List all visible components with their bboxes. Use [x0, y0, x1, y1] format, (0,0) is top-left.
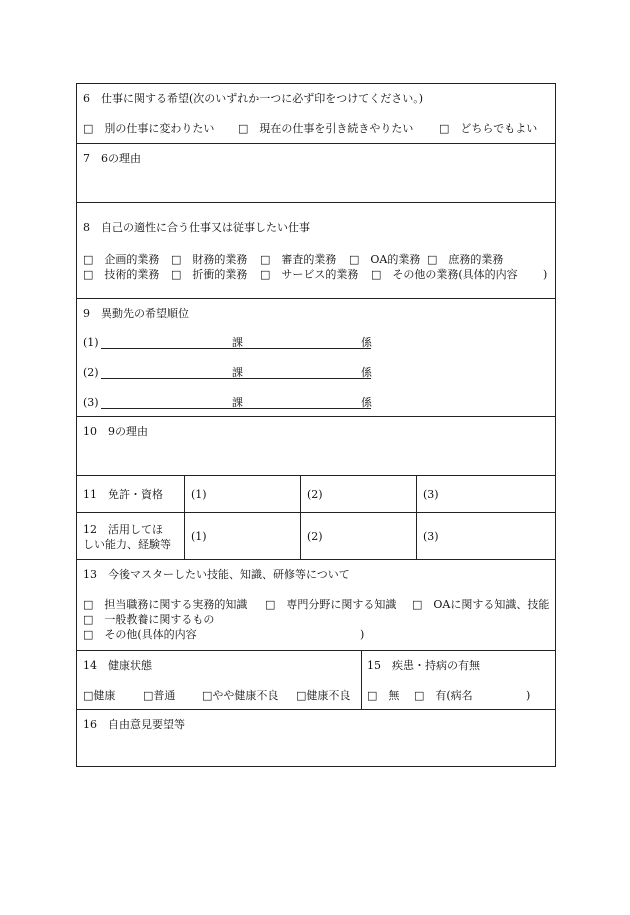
option-change-job[interactable]: □ 別の仕事に変わりたい [83, 122, 215, 135]
option-unhealthy[interactable]: □健康不良 [296, 689, 351, 702]
section-8 [77, 202, 555, 298]
option-negotiation[interactable]: □ 折衝的業務 [171, 268, 248, 281]
option-service[interactable]: □ サービス的業務 [260, 268, 359, 281]
section-12-label-line1: 12 活用してほ [83, 523, 163, 536]
section-16-title: 16 自由意見要望等 [83, 718, 185, 731]
other-work-close: ) [543, 268, 548, 281]
option-general-education[interactable]: □ 一般教養に関するもの [83, 613, 215, 626]
section-9-title: 9 異動先の希望順位 [83, 307, 189, 320]
license-1[interactable]: (1) [191, 488, 207, 501]
section-13-title: 13 今後マスターしたい技能、知識、研修等について [83, 568, 350, 581]
section-14-title: 14 健康状態 [83, 659, 152, 672]
option-planning[interactable]: □ 企画的業務 [83, 253, 160, 266]
rank-1-number: (1) [83, 336, 99, 349]
option-finance[interactable]: □ 財務的業務 [171, 253, 248, 266]
section-8-title: 8 自己の適性に合う仕事又は従事したい仕事 [83, 221, 310, 234]
option-normal[interactable]: □普通 [143, 689, 176, 702]
section-12-label-line2: しい能力、経験等 [83, 538, 171, 551]
option-has-illness[interactable]: □ 有(病名 [414, 689, 473, 702]
option-general-affairs[interactable]: □ 庶務的業務 [427, 253, 504, 266]
option-oa[interactable]: □ OA的業務 [349, 253, 421, 266]
rank-3-ka: 課 [232, 396, 243, 409]
option-review[interactable]: □ 審査的業務 [260, 253, 337, 266]
option-continue-job[interactable]: □ 現在の仕事を引き続きやりたい [238, 122, 414, 135]
ability-1[interactable]: (1) [191, 530, 207, 543]
section-16 [77, 709, 555, 767]
section-14-15 [77, 650, 555, 709]
section-11 [77, 475, 555, 512]
section-12 [77, 512, 555, 559]
rank-3-number: (3) [83, 396, 99, 409]
license-3[interactable]: (3) [423, 488, 439, 501]
option-technical[interactable]: □ 技術的業務 [83, 268, 160, 281]
rank-2-number: (2) [83, 366, 99, 379]
section-15-title: 15 疾患・持病の有無 [367, 659, 480, 672]
license-2[interactable]: (2) [307, 488, 323, 501]
section-7 [77, 143, 555, 202]
option-other-work[interactable]: □ その他の業務(具体的内容 [371, 268, 518, 281]
rank-2-ka: 課 [232, 366, 243, 379]
rank-3-kakari: 係 [361, 396, 372, 409]
section-7-title: 7 6の理由 [83, 152, 141, 165]
option-healthy[interactable]: □健康 [83, 689, 116, 702]
option-slightly-unhealthy[interactable]: □やや健康不良 [202, 689, 279, 702]
section-10 [77, 416, 555, 475]
section-10-title: 10 9の理由 [83, 425, 148, 438]
ability-3[interactable]: (3) [423, 530, 439, 543]
illness-close: ) [526, 689, 531, 702]
application-form [76, 83, 556, 767]
section-11-label: 11 免許・資格 [83, 488, 163, 501]
option-oa-knowledge[interactable]: □ OAに関する知識、技能 [412, 598, 550, 611]
section-6-title: 6 仕事に関する希望(次のいずれか一つに必ず印をつけてください。) [83, 92, 424, 105]
option-specialty-knowledge[interactable]: □ 専門分野に関する知識 [265, 598, 397, 611]
option-either[interactable]: □ どちらでもよい [439, 122, 538, 135]
section-13 [77, 559, 555, 650]
option-other-training[interactable]: □ その他(具体的内容 [83, 628, 197, 641]
rank-1-kakari: 係 [361, 336, 372, 349]
rank-2-kakari: 係 [361, 366, 372, 379]
rank-1-ka: 課 [232, 336, 243, 349]
section-6 [77, 84, 555, 143]
section-9 [77, 298, 555, 416]
option-no-illness[interactable]: □ 無 [367, 689, 400, 702]
option-practical-knowledge[interactable]: □ 担当職務に関する実務的知識 [83, 598, 248, 611]
other-training-close: ) [360, 628, 365, 641]
ability-2[interactable]: (2) [307, 530, 323, 543]
